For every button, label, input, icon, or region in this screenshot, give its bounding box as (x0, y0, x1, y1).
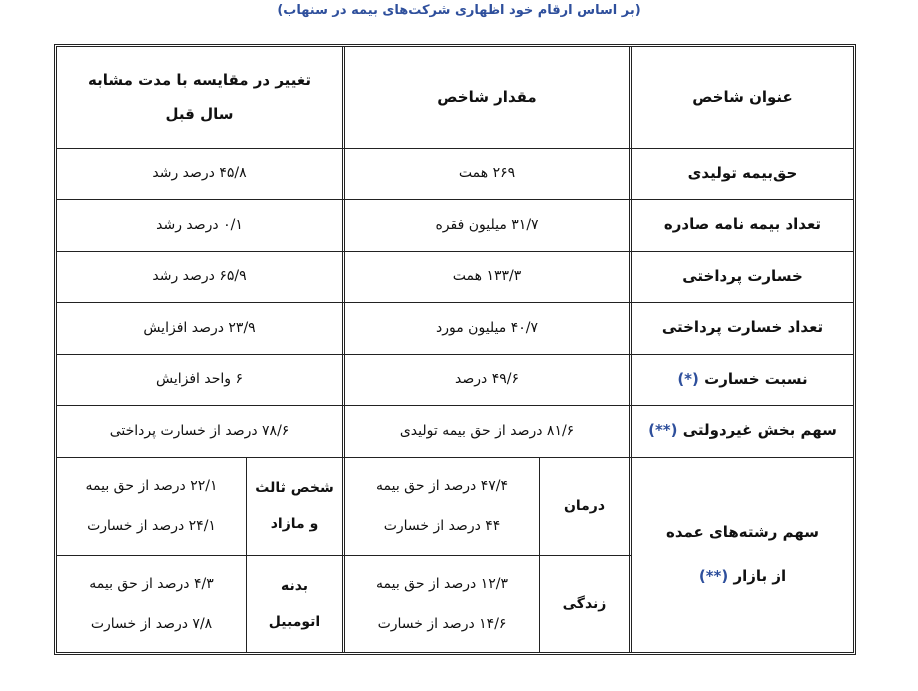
row-value: ۱۳۳/۳ همت (452, 268, 522, 285)
header-title: عنوان شاخص (692, 87, 793, 106)
row-change: ۶ واحد افزایش (155, 371, 244, 388)
row-label: تعداد بیمه نامه صادره (663, 215, 822, 234)
row-label: نسبت خسارت (*) (677, 369, 808, 388)
row-value: ۲۶۹ همت (458, 165, 516, 182)
row-value: ۳۱/۷ میلیون فقره (435, 216, 539, 233)
row-value: ۴۹/۶ درصد (455, 371, 519, 388)
line-values: ۱۲/۳ درصد از حق بیمه ۱۴/۶ درصد از خسارت (376, 575, 509, 632)
footnote-mark: (**) (648, 421, 678, 440)
table-caption: (بر اساس ارقام خود اظهاری شرکت‌های بیمه در سنهاب) (277, 3, 641, 18)
line-name: درمان (563, 497, 606, 514)
line-name: زندگی (562, 595, 607, 612)
row-change: ۰/۱ درصد رشد (156, 216, 243, 233)
market-share-label: سهم رشته‌های عمده از بازار (**) (665, 523, 820, 585)
row-label: حق‌بیمه تولیدی (687, 163, 798, 182)
line-values: ۲۲/۱ درصد از حق بیمه ۲۴/۱ درصد از خسارت (85, 477, 218, 534)
row-label: سهم بخش غیردولتی (**) (648, 421, 837, 440)
statistics-table (54, 44, 856, 655)
footnote-mark: (*) (677, 369, 699, 388)
row-change: ۲۳/۹ درصد افزایش (143, 319, 256, 336)
line-name: شخص ثالث و مازاد (255, 479, 334, 532)
line-values: ۴۷/۴ درصد از حق بیمه ۴۴ درصد از خسارت (376, 477, 509, 534)
footnote-mark: (**) (698, 566, 729, 585)
header-value: مقدار شاخص (437, 87, 537, 106)
row-change: ۷۸/۶ درصد از خسارت پرداختی (109, 422, 290, 439)
row-label: تعداد خسارت پرداختی (661, 318, 824, 337)
row-change: ۶۵/۹ درصد رشد (152, 268, 247, 285)
row-value: ۸۱/۶ درصد از حق بیمه تولیدی (399, 422, 575, 439)
line-name: بدنه اتومبیل (268, 577, 321, 630)
row-label: خسارت پرداختی (682, 266, 803, 285)
line-values: ۴/۳ درصد از حق بیمه ۷/۸ درصد از خسارت (89, 575, 214, 632)
row-value: ۴۰/۷ میلیون مورد (436, 319, 539, 336)
row-change: ۴۵/۸ درصد رشد (152, 165, 247, 182)
header-change: تغییر در مقایسه با مدت مشابه سال قبل (87, 71, 312, 123)
